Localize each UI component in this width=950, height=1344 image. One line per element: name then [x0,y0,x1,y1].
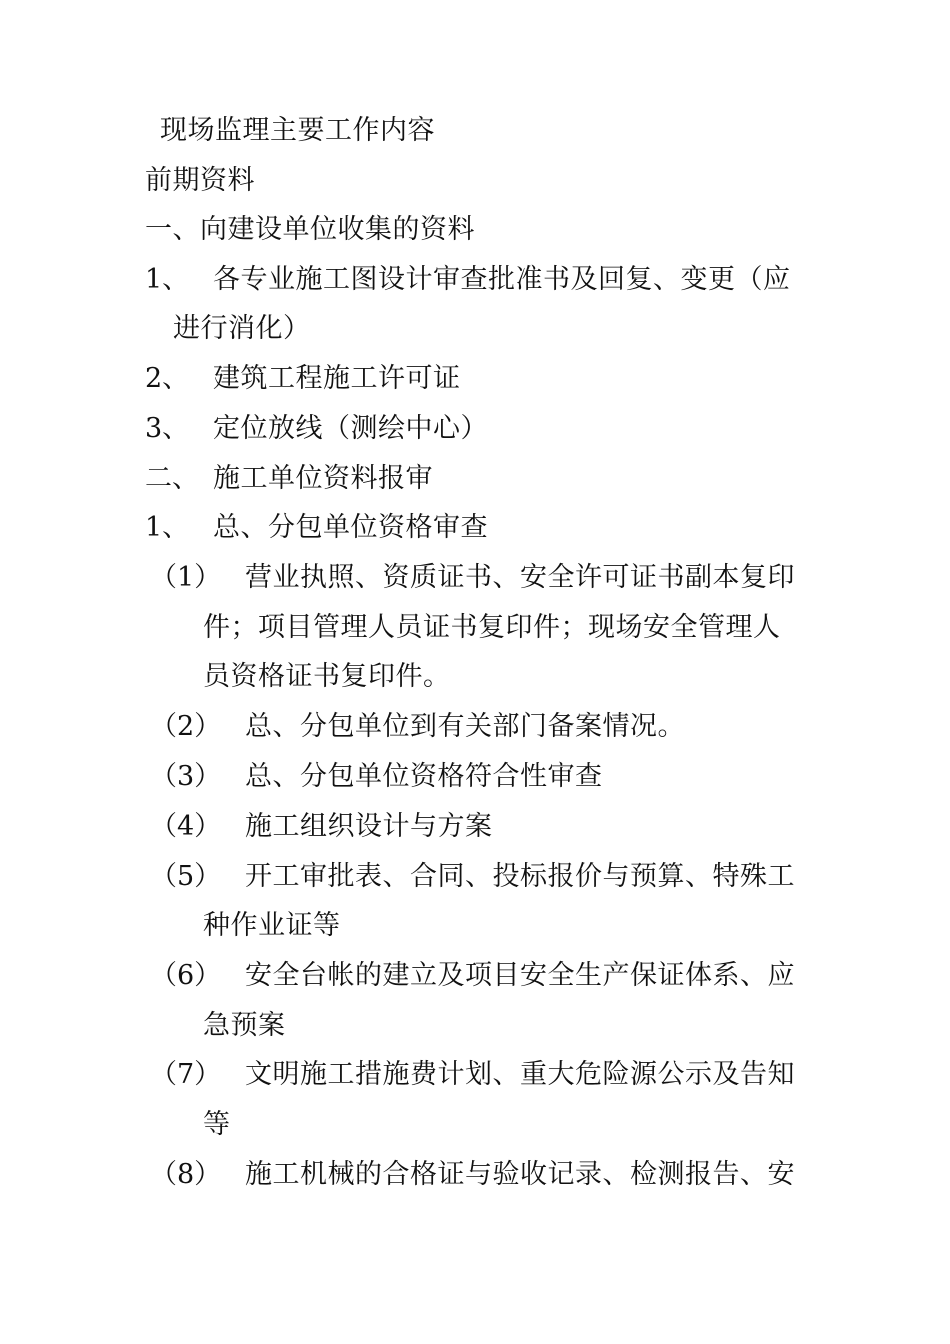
subitem-text: 施工机械的合格证与验收记录、检测报告、安 [245,1159,795,1190]
subitem-number: （2） [150,711,222,742]
subitem-text: 施工组织设计与方案 [245,811,493,842]
subitem-number: （7） [150,1059,222,1090]
subitem-text-continued: 员资格证书复印件。 [203,661,451,692]
list-item-number: 2、 [145,363,190,394]
subitem-text-continued: 等 [203,1109,231,1140]
subitem-text-continued: 急预案 [203,1010,286,1041]
subitem-number: （6） [150,960,222,991]
subitem-text-continued: 件；项目管理人员证书复印件；现场安全管理人 [203,612,781,643]
subitem-text: 总、分包单位到有关部门备案情况。 [245,711,685,742]
subitem-text: 文明施工措施费计划、重大危险源公示及告知 [245,1059,795,1090]
subitem-number: （4） [150,811,222,842]
section-heading: 前期资料 [145,165,255,196]
subitem-number: （1） [150,562,222,593]
list-item-number: 1、 [145,264,190,295]
subitem-number: （8） [150,1159,222,1190]
subitem-text-continued: 种作业证等 [203,910,341,941]
list-item-text: 各专业施工图设计审查批准书及回复、变更（应 [213,264,791,295]
part-heading: 一、向建设单位收集的资料 [145,214,475,245]
list-item-text: 总、分包单位资格审查 [213,512,488,543]
subitem-number: （3） [150,761,222,792]
list-item-text-continued: 进行消化） [173,313,311,344]
subitem-number: （5） [150,861,222,892]
part-heading-number: 二、 [145,463,199,494]
subitem-text: 安全台帐的建立及项目安全生产保证体系、应 [245,960,795,991]
subitem-text: 总、分包单位资格符合性审查 [245,761,603,792]
list-item-number: 1、 [145,512,190,543]
list-item-text: 建筑工程施工许可证 [213,363,461,394]
subitem-text: 开工审批表、合同、投标报价与预算、特殊工 [245,861,795,892]
list-item-text: 定位放线（测绘中心） [213,413,488,444]
list-item-number: 3、 [145,413,190,444]
subitem-text: 营业执照、资质证书、安全许可证书副本复印 [245,562,795,593]
part-heading: 施工单位资料报审 [213,463,433,494]
document-title: 现场监理主要工作内容 [160,115,435,146]
